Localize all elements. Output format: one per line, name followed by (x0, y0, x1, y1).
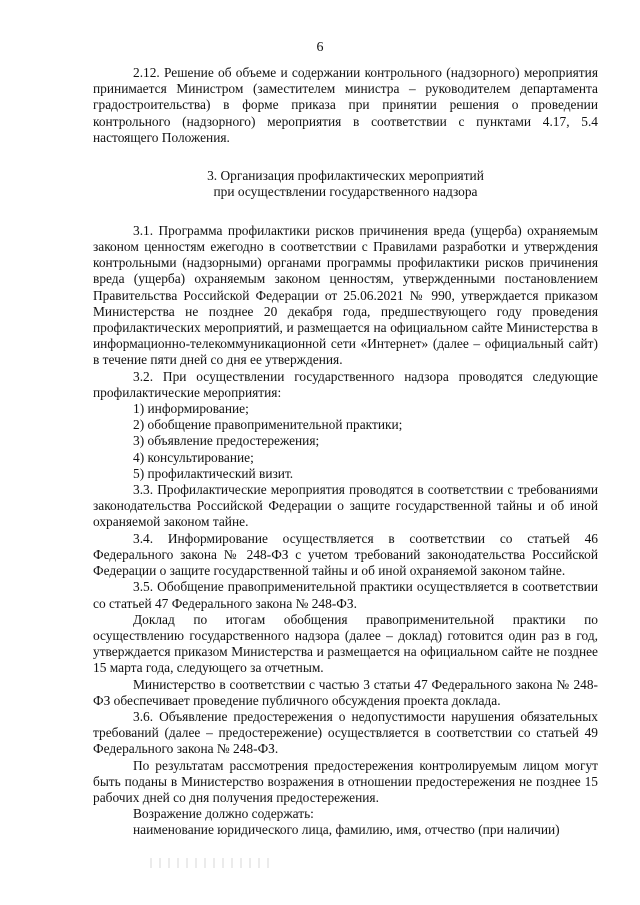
paragraph: Доклад по итогам обобщения правоприменительной практики по осуществлению государственного надзора (далее – доклад) готовится один раз в год, утверждается приказом Министерства и размещается на официальном сайте не позднее 15 марта года, следующего за отчетным. (93, 611, 598, 676)
scan-artifact (150, 858, 270, 868)
list-item: 1) информирование; (133, 401, 249, 417)
paragraph: 3.3. Профилактические мероприятия проводятся в соответствии с требованиями законодательства Российской Федерации о защите государственной тайны и об иной охраняемой законом тайне. (93, 482, 598, 530)
paragraph: 3.1. Программа профилактики рисков причинения вреда (ущерба) охраняемым законом ценностям ежегодно в соответствии с Правилами разработки и утверждения контрольными (надзорными) органами программы профилактики рисков причинения вреда (ущерба) охраняемым законом ценностям, утвержденными постановлением Правительства Российской Федерации от 25.06.2021 № 990, утверждается приказом Министерства не позднее 20 декабря года, предшествующего году проведения профилактических мероприятий, и размещается на официальном сайте Министерства в информационно-телекоммуникационной сети «Интернет» (далее – официальный сайт) в течение пяти дней со дня ее утверждения. (93, 222, 598, 368)
paragraph: Возражение должно содержать: (133, 806, 314, 822)
section-title-line-1: 3. Организация профилактических мероприятий (207, 168, 484, 184)
paragraph: Министерство в соответствии с частью 3 статьи 47 Федерального закона № 248-ФЗ обеспечивает проведение публичного обсуждения проекта доклада. (93, 676, 598, 708)
paragraph: 3.5. Обобщение правоприменительной практики осуществляется в соответствии со статьей 47 Федерального закона № 248-ФЗ. (93, 579, 598, 611)
page-number: 6 (316, 40, 324, 55)
list-item: 4) консультирование; (133, 449, 254, 465)
document-body (93, 65, 598, 839)
paragraph: По результатам рассмотрения предостережения контролируемым лицом могут быть поданы в Министерство возражения в отношении предостережения не позднее 15 рабочих дней со дня получения предостережения. (93, 757, 598, 805)
section-3-paragraphs (93, 223, 598, 839)
paragraph: 3.4. Информирование осуществляется в соответствии со статьей 46 Федерального закона № 248-ФЗ с учетом требований законодательства Российской Федерации о защите государственной тайны и об иной охраняемой законом тайне. (93, 530, 598, 579)
section-title-line-2: при осуществлении государственного надзора (213, 184, 478, 200)
list-item: 5) профилактический визит. (133, 465, 294, 481)
paragraph: 3.2. При осуществлении государственного надзора проводятся следующие профилактические мероприятия: (93, 368, 598, 400)
list-item: 3) объявление предостережения; (133, 433, 320, 449)
section-title (93, 168, 598, 201)
paragraph-2-12: 2.12. Решение об объеме и содержании контрольного (надзорного) мероприятия принимается Министром (заместителем министра – руководителем департамента градостроительства) в форме приказа при принятии решения о проведении контрольного (надзорного) мероприятия в соответствии с пунктами 4.17, 5.4 настоящего Положения. (93, 65, 598, 145)
list-item: 2) обобщение правоприменительной практики; (133, 417, 403, 433)
paragraph: наименование юридического лица, фамилию, имя, отчество (при наличии) (133, 822, 560, 838)
paragraph: 3.6. Объявление предостережения о недопустимости нарушения обязательных требований (далее – предостережение) осуществляется в соответствии со статьей 49 Федерального закона № 248-ФЗ. (93, 708, 598, 757)
